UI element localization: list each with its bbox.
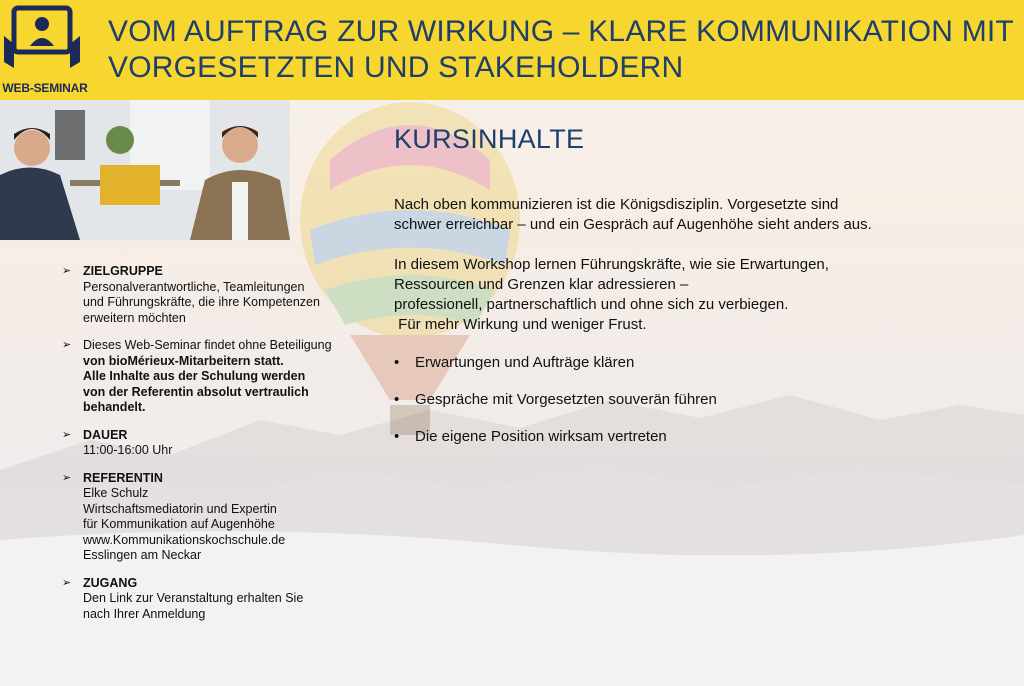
info-column: [62, 264, 382, 634]
arrow-bullet-icon: ➢: [62, 428, 72, 441]
kursinhalte-heading: KURSINHALTE: [394, 124, 585, 154]
arrow-bullet-icon: ➢: [62, 576, 72, 589]
business-meeting-photo: [0, 100, 290, 240]
presenter-screen-icon: [0, 0, 88, 82]
kursinhalte-column: [394, 124, 994, 447]
zugang-section: ➢ ZUGANG Den Link zur Veranstaltung erhalten Sie nach Ihrer Anmeldung: [62, 575, 304, 621]
page-title: VOM AUFTRAG ZUR WIRKUNG – KLARE KOMMUNIKATION MIT VORGESETZTEN UND STAKEHOLDERN: [108, 15, 1014, 84]
bullet-dot-icon: •: [394, 428, 400, 445]
bullet-dot-icon: •: [394, 391, 400, 408]
header-bar: [0, 0, 1024, 100]
referentin-section: ➢ REFERENTIN Elke Schulz Wirtschaftsmediatorin und Expertin für Kommunikation auf Augenhöhe www.Kommunikationskochschule.de Esslingen am Neckar: [62, 471, 382, 564]
website-link[interactable]: www.Kommunikationskochschule.de: [83, 532, 286, 547]
content-bullet: • Die eigene Position wirksam vertreten: [394, 428, 667, 445]
arrow-bullet-icon: ➢: [62, 265, 72, 277]
zielgruppe-section: ➢ ZIELGRUPPE Personalverantwortliche, Teamleitungen und Führungskräfte, die ihre Kompetenzen erweitern möchten: [62, 264, 320, 325]
arrow-bullet-icon: ➢: [62, 339, 72, 351]
dauer-section: ➢ DAUER 11:00-16:00 Uhr: [62, 427, 173, 457]
hinweis-section: ➢ Dieses Web-Seminar findet ohne Beteiligung von bioMérieux-Mitarbeitern statt. Alle Inhalte aus der Schulung werden von der Referentin absolut vertraulich behandelt.: [62, 338, 332, 414]
content-bullet: • Gespräche mit Vorgesetzten souverän führen: [394, 391, 717, 408]
web-seminar-logo: [0, 0, 88, 100]
arrow-bullet-icon: ➢: [62, 471, 72, 484]
logo-caption: WEB-SEMINAR: [2, 81, 88, 95]
intro-paragraph: Nach oben kommunizieren ist die Königsdisziplin. Vorgesetzte sind schwer erreichbar – und ein Gespräch auf Augenhöhe sieht anders aus.: [394, 196, 872, 233]
bullet-dot-icon: •: [394, 354, 400, 371]
workshop-paragraph: In diesem Workshop lernen Führungskräfte, wie sie Erwartungen, Ressourcen und Grenzen klar adressieren – professionell, partnerschaftlich und ohne sich zu verbiegen. Für mehr Wirkung und weniger Frust.: [394, 256, 829, 333]
content-bullet: • Erwartungen und Aufträge klären: [394, 354, 635, 371]
